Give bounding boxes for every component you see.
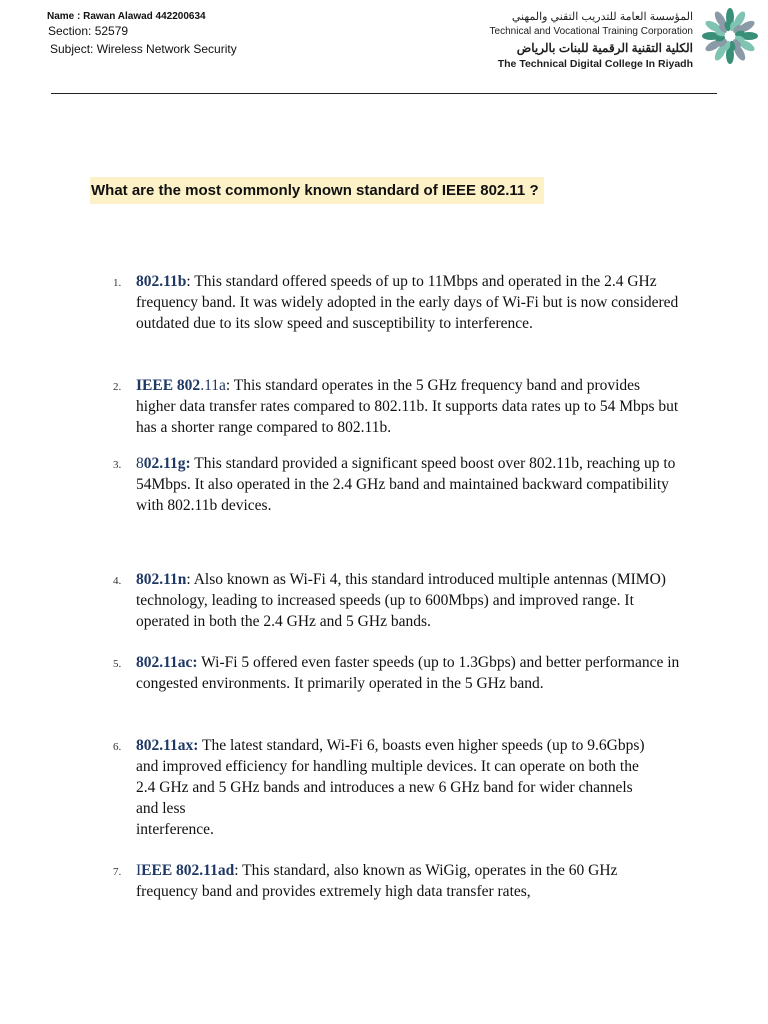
list-number: 1. <box>113 277 122 289</box>
list-number: 2. <box>113 381 122 393</box>
standard-term: 802.11ax: <box>136 737 199 754</box>
header-divider <box>51 93 717 94</box>
subject-line: Subject: Wireless Network Security <box>50 42 237 56</box>
college-name-english: The Technical Digital College In Riyadh <box>497 58 693 70</box>
list-item-text <box>136 652 681 694</box>
college-name-arabic: الكلية التقنية الرقمية للبنات بالرياض <box>516 41 693 55</box>
org-name-arabic: المؤسسة العامة للتدريب التقني والمهني <box>511 11 693 23</box>
standard-term: 802.11b <box>136 273 187 290</box>
standard-term-prefix: I <box>136 862 142 879</box>
item-description: : This standard, also known as WiGig, operates in the 60 GHz frequency band and provides extremely high data transfer rates, <box>136 862 618 900</box>
item-description: : Also known as Wi-Fi 4, this standard introduced multiple antennas (MIMO) technology, leading to increased speeds (up to 600Mbps) and improved range. It operated in both the 2.4 GHz and 5 GHz bands. <box>136 571 666 630</box>
header-left <box>47 10 237 58</box>
list-number: 7. <box>113 866 122 878</box>
standard-term: 802.11n <box>136 571 187 588</box>
list-item-text <box>136 735 646 840</box>
item-description: Wi-Fi 5 offered even faster speeds (up to 1.3Gbps) and better performance in congested environments. It primarily operated in the 5 GHz band. <box>136 654 680 692</box>
list-number: 5. <box>113 658 122 670</box>
list-item-text <box>136 860 681 902</box>
item-description: : This standard offered speeds of up to 11Mbps and operated in the 2.4 GHz frequency band. It was widely adopted in the early days of Wi-Fi but is now considered outdated due to its slow speed and susceptibility to interference. <box>136 273 679 332</box>
list-item-text <box>136 453 681 516</box>
list-number: 4. <box>113 575 122 587</box>
standard-term-prefix: 8 <box>136 455 144 472</box>
tvtc-logo-icon <box>702 5 758 67</box>
list-item-text <box>136 271 681 334</box>
standard-term: 802.11ac: <box>136 654 198 671</box>
item-description: : This standard operates in the 5 GHz frequency band and provides higher data transfer rates compared to 802.11b. It supports data rates up to 54 Mbps but has a shorter range compared to 802.11b. <box>136 377 679 436</box>
item-description-continued: interference. <box>136 821 214 838</box>
question-heading: What are the most commonly known standard of IEEE 802.11 ? <box>90 177 544 204</box>
header-right <box>490 10 693 72</box>
org-name-english: Technical and Vocational Training Corporation <box>489 26 693 37</box>
standard-term: EEE 802.11ad <box>141 862 235 879</box>
list-item-text <box>136 569 681 632</box>
list-number: 3. <box>113 459 122 471</box>
student-name: Name : Rawan Alawad 442200634 <box>47 11 206 22</box>
standard-term: IEEE 802 <box>136 377 201 394</box>
item-description: This standard provided a significant speed boost over 802.11b, reaching up to 54Mbps. It also operated in the 2.4 GHz band and maintained backward compatibility with 802.11b devices. <box>136 455 676 514</box>
list-number: 6. <box>113 741 122 753</box>
standard-term-suffix: .11a <box>200 377 226 394</box>
standard-term: 02.11g: <box>143 455 191 472</box>
item-description: The latest standard, Wi-Fi 6, boasts even higher speeds (up to 9.6Gbps) and improved efficiency for handling multiple devices. It can operate on both the 2.4 GHz and 5 GHz bands and introduces a new 6 GHz band for wider channels and less <box>136 737 645 817</box>
section-number: Section: 52579 <box>48 24 129 38</box>
list-item-text <box>136 375 681 438</box>
